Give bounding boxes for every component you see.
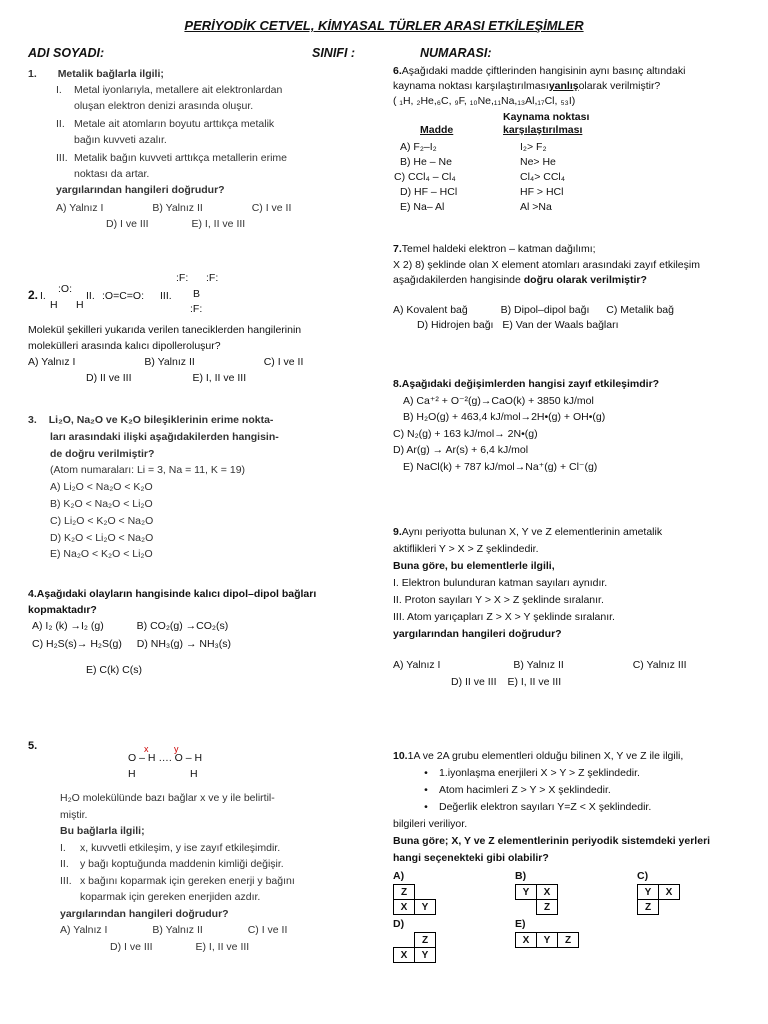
q10-grid-b [515, 884, 558, 915]
q4-option-e[interactable]: E) C(k) C(s) [86, 664, 142, 676]
q2-molecule-water-h2: H [76, 299, 84, 311]
q2-stem-1: Molekül şekilleri yukarıda verilen taneciklerden hangilerinin [28, 324, 302, 336]
q3-stem-1: Li₂O, Na₂O ve K₂O bileşiklerinin erime nokta- [48, 414, 274, 426]
grid-cell: Z [537, 900, 558, 915]
q2-label-3: III. [160, 290, 172, 302]
q7-stem-3: aşağıdakilerden hangisinde [393, 274, 524, 286]
bullet-icon: • [424, 801, 428, 813]
q6-option-e[interactable]: E) Na– Al [400, 201, 445, 213]
q1-item-num: III. [56, 152, 68, 164]
q5-option-d[interactable]: D) I ve III [110, 940, 153, 953]
grid-cell: X [659, 885, 680, 900]
grid-cell: Z [415, 933, 436, 948]
q6-comparisons [520, 140, 565, 215]
q10-grid-d [393, 932, 436, 963]
q5-item-num: I. [60, 841, 66, 854]
q6-comparison-b: Ne> He [520, 156, 556, 168]
q6-stem-2: kaynama noktası karşılaştırılması [393, 80, 549, 92]
q8-stem: Aşağıdaki değişimlerden hangisi zayıf etkileşimdir? [401, 378, 660, 390]
question-9 [393, 524, 753, 691]
grid-cell: Y [537, 933, 558, 948]
q5-stem-2: miştir. [60, 808, 88, 821]
q2-option-c[interactable]: C) I ve II [263, 356, 304, 368]
q10-item-2: Atom hacimleri Z > Y > X şeklindedir. [439, 784, 611, 796]
q5-item-text: y bağı koptuğunda maddenin kimliği değişir. [80, 858, 284, 870]
q6-option-d[interactable]: D) HF – HCl [400, 186, 458, 198]
page-title: PERİYODİK CETVEL, KİMYASAL TÜRLER ARASI ETKİLEŞİMLER [184, 18, 584, 33]
q1-item-num: I. [56, 84, 62, 96]
q9-item-2: II. Proton sayıları Y > X > Z şeklinde sıralanır. [393, 594, 604, 606]
name-label: ADI SOYADI: [28, 46, 105, 60]
q9-option-b[interactable]: B) Yalnız II [513, 659, 564, 671]
q5-option-e[interactable]: E) I, II ve III [195, 940, 250, 953]
q5-item-text: koparmak için gereken enerjiden azdır. [80, 891, 261, 903]
q5-molecule-h1: H [128, 768, 136, 780]
q8-option-d[interactable]: D) Ar(g) → Ar(s) + 6,4 kJ/mol [393, 444, 529, 456]
q4-stem-1: Aşağıdaki olayların hangisinde kalıcı dipol–dipol bağları [36, 588, 317, 600]
grid-cell: Y [638, 885, 659, 900]
q6-option-b[interactable]: B) He – Ne [400, 156, 452, 168]
bullet-icon: • [424, 767, 428, 779]
q1-item-text: oluşan elektron denizi arasında oluşur. [74, 100, 254, 112]
q10-grid-c [637, 884, 680, 915]
q9-ask: yargılarından hangileri doğrudur? [393, 628, 562, 640]
grid-cell: X [394, 900, 415, 915]
q6-option-a[interactable]: A) F₂–I₂ [400, 141, 437, 153]
q3-stem-3: de doğru verilmiştir? [50, 447, 155, 460]
q8-option-b[interactable]: B) H₂O(g) + 463,4 kJ/mol→2H•(g) + OH•(g) [403, 411, 606, 423]
grid-cell: Y [516, 885, 537, 900]
class-label: SINIFI : [312, 46, 356, 60]
q5-option-c[interactable]: C) I ve II [247, 924, 288, 936]
q10-item-3: Değerlik elektron sayıları Y=Z < X şeklindedir. [439, 801, 652, 813]
q3-number: 3. [28, 414, 37, 426]
q1-option-a[interactable]: A) Yalnız I [56, 202, 104, 214]
q9-stem-1: Aynı periyotta bulunan X, Y ve Z elementlerinin ametalik [401, 526, 663, 538]
q8-number: 8. [393, 378, 402, 390]
q10-option-e[interactable]: E) [515, 918, 526, 930]
q6-comparison-d: HF > HCl [520, 186, 564, 198]
q4-number: 4. [28, 588, 37, 600]
q10-grid-e [515, 932, 579, 948]
q2-molecule-bf3-f1: :F: [176, 272, 189, 284]
q7-stem-emphasis: doğru olarak verilmiştir? [523, 274, 647, 286]
q1-option-d[interactable]: D) I ve III [106, 218, 149, 230]
q2-option-b[interactable]: B) Yalnız II [144, 356, 195, 368]
grid-cell: Y [415, 900, 436, 915]
q2-option-d[interactable]: D) II ve III [86, 372, 132, 384]
q6-number: 6. [393, 65, 402, 77]
question-6 [393, 64, 753, 109]
q7-stem-1: Temel haldeki elektron – katman dağılımı; [401, 243, 596, 255]
q5-bond-x: x [144, 744, 149, 754]
q2-stem-2: molekülleri arasında kalıcı dipolleroluşur? [28, 340, 221, 352]
question-2 [28, 322, 368, 386]
q10-number: 10. [393, 750, 408, 762]
q1-stem: Metalik bağlarla ilgili; [57, 68, 164, 80]
q10-ask-1: Buna göre; X, Y ve Z elementlerinin periyodik sistemdeki yerleri [393, 835, 711, 847]
q5-number: 5. [28, 740, 38, 752]
grid-cell: Y [415, 948, 436, 963]
q2-molecule-bf3-b: B [193, 288, 201, 300]
q1-item-num: II. [56, 118, 65, 130]
q9-option-e[interactable]: E) I, II ve III [507, 676, 562, 688]
question-10 [393, 748, 753, 867]
q10-option-b[interactable]: B) [515, 870, 527, 882]
q6-stem-emphasis: yanlış [548, 80, 579, 92]
question-7 [393, 242, 753, 334]
q4-option-d[interactable]: D) NH₃(g) → NH₃(s) [136, 638, 232, 650]
q2-label-2: II. [86, 290, 95, 302]
q9-number: 9. [393, 526, 402, 538]
question-4 [28, 586, 373, 678]
q7-stem-2: X 2) 8) şeklinde olan X element atomları arasındaki zayıf etkileşim [393, 258, 700, 271]
q7-number: 7. [393, 243, 402, 255]
q5-sub: Bu bağlarla ilgili; [60, 825, 145, 837]
q5-item-num: II. [60, 858, 69, 870]
q6-option-c[interactable]: C) CCl₄ – Cl₄ [394, 171, 456, 183]
q2-option-a[interactable]: A) Yalnız I [28, 356, 76, 368]
q6-stem-3: olarak verilmiştir? [578, 80, 661, 92]
grid-cell: Z [558, 933, 579, 948]
q2-option-e[interactable]: E) I, II ve III [192, 372, 247, 384]
q7-option-d[interactable]: D) Hidrojen bağı [417, 319, 494, 331]
q8-option-c[interactable]: C) N₂(g) + 163 kJ/mol→ 2N•(g) [393, 427, 538, 440]
q1-item-text: Metale ait atomların boyutu arttıkça metalik [74, 118, 275, 130]
q1-item-text: bağın kuvveti azalır. [74, 134, 167, 146]
q1-item-text: Metal iyonlarıyla, metallere ait elektronlardan [74, 84, 283, 96]
q8-option-e[interactable]: E) NaCl(k) + 787 kJ/mol→Na⁺(g) + Cl⁻(g) [403, 460, 598, 473]
number-label: NUMARASI: [420, 46, 492, 60]
q5-bond-y: y [174, 744, 179, 754]
q9-item-3: III. Atom yarıçapları Z > X > Y şeklinde sıralanır. [393, 611, 615, 623]
grid-cell: Z [638, 900, 659, 915]
q4-option-c[interactable]: C) H₂S(s)→ H₂S(g) [32, 638, 122, 650]
q3-note: (Atom numaraları: Li = 3, Na = 11, K = 19) [50, 464, 246, 477]
q7-option-b[interactable]: B) Dipol–dipol bağı [500, 303, 590, 316]
q2-molecule-water-h1: H [50, 299, 58, 311]
q10-item-1: 1.iyonlaşma enerjileri X > Y > Z şeklindedir. [439, 767, 640, 779]
q3-option-e[interactable]: E) Na₂O < K₂O < Li₂O [50, 548, 153, 561]
question-5 [60, 790, 380, 955]
q3-option-c[interactable]: C) Li₂O < K₂O < Na₂O [50, 514, 154, 527]
q6-col-header-2a: Kaynama noktası [503, 111, 590, 123]
q5-item-text: x bağını koparmak için gereken enerji y bağını [80, 874, 295, 887]
q9-sub: Buna göre, bu elementlerle ilgili, [393, 560, 555, 572]
q5-option-a[interactable]: A) Yalnız I [60, 924, 108, 936]
q6-atoms: ( ₁H, ₂He,₆C, ₉F, ₁₀Ne,₁₁Na,₁₃Al,₁₇Cl, ₅₃I) [393, 95, 576, 107]
q4-option-b[interactable]: B) CO₂(g) →CO₂(s) [136, 620, 229, 632]
q6-comparison-a: I₂> F₂ [520, 141, 547, 153]
q3-option-d[interactable]: D) K₂O < Li₂O < Na₂O [50, 531, 154, 544]
q2-molecule-bf3-f2: :F: [206, 272, 219, 284]
q2-number: 2. [28, 288, 39, 302]
question-8 [393, 376, 753, 475]
q7-option-c[interactable]: C) Metalik bağ [606, 303, 674, 316]
q3-option-a[interactable]: A) Li₂O < Na₂O < K₂O [50, 481, 153, 494]
q7-option-e[interactable]: E) Van der Waals bağları [502, 319, 619, 331]
q10-option-d[interactable]: D) [393, 918, 405, 930]
question-3 [28, 412, 368, 563]
grid-cell: X [394, 948, 415, 963]
q4-stem-2: kopmaktadır? [28, 604, 97, 616]
q3-option-b[interactable]: B) K₂O < Na₂O < Li₂O [50, 497, 153, 510]
q8-option-a[interactable]: A) Ca⁺² + O⁻²(g)→CaO(k) + 3850 kJ/mol [403, 394, 594, 407]
q3-stem-2: ları arasındaki ilişki aşağıdakilerden hangisin- [50, 430, 279, 443]
q1-number: 1. [28, 68, 37, 80]
q5-molecule-chain: O – H …. O – H [128, 752, 203, 764]
q1-option-c[interactable]: C) I ve II [251, 202, 292, 214]
q10-option-c[interactable]: C) [637, 870, 649, 882]
q4-option-a[interactable]: A) I₂ (k) →I₂ (g) [32, 620, 104, 632]
q10-given: bilgileri veriliyor. [393, 818, 468, 830]
q6-comparison-e: Al >Na [520, 201, 552, 213]
q6-col-header-2b: karşılaştırılması [503, 124, 583, 136]
q9-option-c[interactable]: C) Yalnız III [632, 659, 687, 671]
q10-option-a[interactable]: A) [393, 870, 405, 882]
q7-option-a[interactable]: A) Kovalent bağ [393, 303, 468, 316]
q2-label-1: I. [40, 290, 46, 302]
q2-molecule-co2: :O=C=O: [102, 290, 145, 302]
q2-molecule-bf3-f3: :F: [190, 303, 203, 315]
grid-cell: X [537, 885, 558, 900]
q10-grid-a [393, 884, 436, 915]
q9-option-a[interactable]: A) Yalnız I [393, 659, 441, 671]
q5-stem-1: H₂O molekülünde bazı bağlar x ve y ile belirtil- [60, 792, 275, 804]
q5-ask: yargılarından hangileri doğrudur? [60, 907, 229, 920]
q6-options [394, 140, 458, 215]
q5-item-text: x, kuvvetli etkileşim, y ise zayıf etkileşimdir. [80, 841, 281, 854]
q1-item-text: noktası da artar. [74, 168, 150, 180]
q6-col-header-1: Madde [420, 124, 454, 136]
question-1 [28, 66, 368, 232]
q1-ask: yargılarından hangileri doğrudur? [56, 184, 225, 196]
q9-item-1: I. Elektron bulunduran katman sayıları aynıdır. [393, 577, 608, 589]
grid-cell: X [516, 933, 537, 948]
q2-molecule-water-o: :O: [58, 283, 73, 295]
q5-molecule-h2: H [190, 768, 198, 780]
q6-stem-1: Aşağıdaki madde çiftlerinden hangisinin aynı basınç altındaki [401, 65, 686, 77]
q9-option-d[interactable]: D) II ve III [451, 676, 497, 688]
q1-item-text: Metalik bağın kuvveti arttıkça metallerin erime [74, 152, 287, 164]
grid-cell: Z [394, 885, 415, 900]
q5-item-num: III. [60, 874, 72, 887]
q9-stem-2: aktiflikleri Y > X > Z şeklindedir. [393, 543, 539, 555]
q6-comparison-c: Cl₄> CCl₄ [520, 171, 566, 183]
q5-option-b[interactable]: B) Yalnız II [152, 924, 203, 936]
q1-option-e[interactable]: E) I, II ve III [191, 218, 246, 230]
q1-option-b[interactable]: B) Yalnız II [152, 202, 203, 214]
q10-ask-2: hangi seçenekteki gibi olabilir? [393, 852, 549, 864]
q10-stem: 1A ve 2A grubu elementleri olduğu bilinen X, Y ve Z ile ilgili, [407, 750, 684, 762]
bullet-icon: • [424, 784, 428, 796]
